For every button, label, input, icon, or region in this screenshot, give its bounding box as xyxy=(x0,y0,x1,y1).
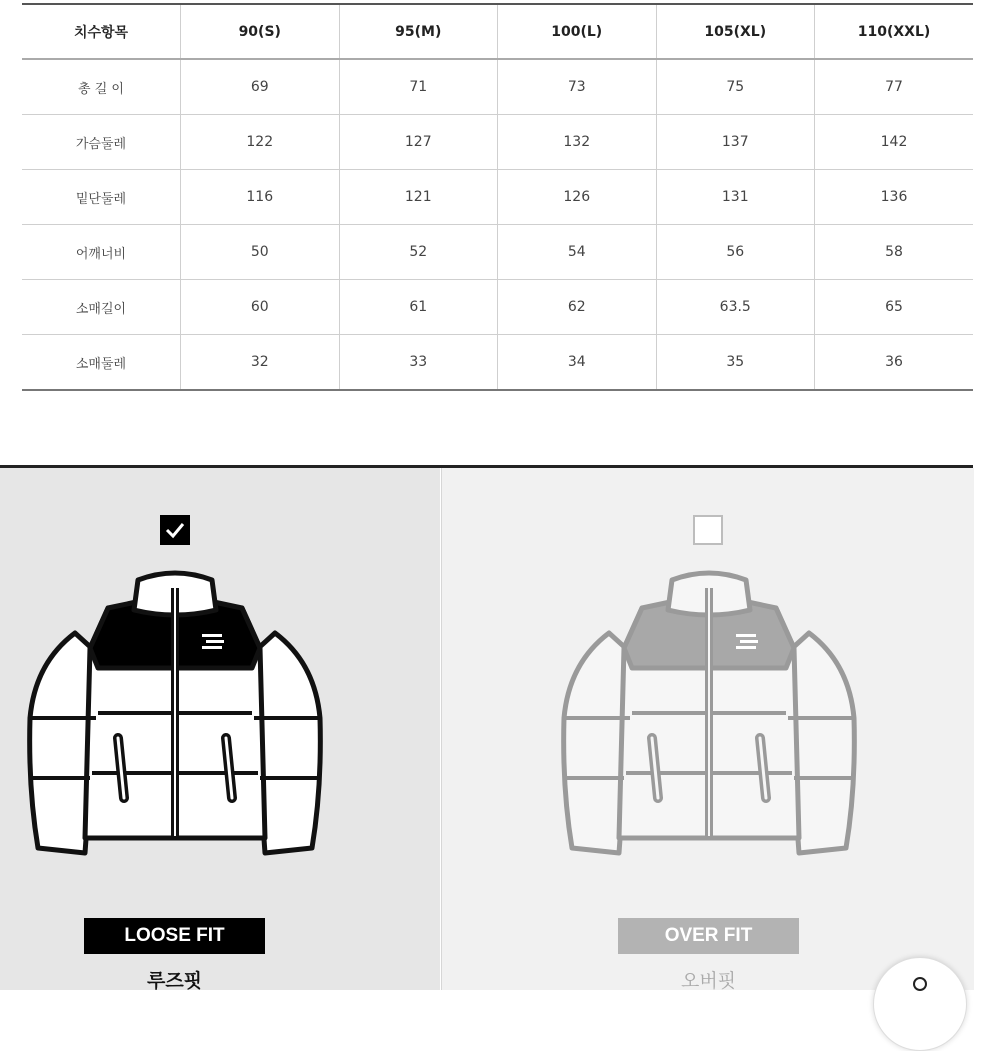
check-icon xyxy=(160,515,190,545)
size-table xyxy=(22,3,973,391)
search-icon xyxy=(912,976,928,992)
table-cell: 126 xyxy=(498,170,657,225)
table-cell: 71 xyxy=(339,59,498,115)
table-cell: 131 xyxy=(656,170,815,225)
header-cell-size: 100(L) xyxy=(498,4,657,59)
loose-fit-label: LOOSE FIT xyxy=(84,918,265,954)
table-cell: 65 xyxy=(815,280,974,335)
header-cell-item: 치수항목 xyxy=(22,4,181,59)
table-cell: 63.5 xyxy=(656,280,815,335)
fit-option-over xyxy=(441,468,974,990)
table-row xyxy=(22,335,973,391)
fit-guide xyxy=(0,465,973,990)
table-cell: 136 xyxy=(815,170,974,225)
table-row xyxy=(22,59,973,115)
header-cell-size: 90(S) xyxy=(181,4,340,59)
table-cell: 61 xyxy=(339,280,498,335)
row-label: 소매둘레 xyxy=(22,335,181,391)
table-cell: 36 xyxy=(885,354,903,370)
fit-loose-checkbox xyxy=(160,515,190,545)
table-cell: 52 xyxy=(339,225,498,280)
table-row xyxy=(22,115,973,170)
table-cell: 60 xyxy=(181,280,340,335)
size-table-header-row xyxy=(22,4,973,59)
table-cell: 32 xyxy=(181,335,340,391)
table-cell: 116 xyxy=(181,170,340,225)
over-fit-korean: 오버핏 xyxy=(680,970,737,992)
table-cell: 127 xyxy=(339,115,498,170)
row-label: 총 길 이 xyxy=(22,59,181,115)
header-cell-size: 110(XXL) xyxy=(815,4,974,59)
row-label: 어깨너비 xyxy=(22,225,181,280)
table-cell: 58 xyxy=(815,225,974,280)
table-cell: 62 xyxy=(498,280,657,335)
table-row xyxy=(22,280,973,335)
loose-fit-korean: 루즈핏 xyxy=(146,970,203,992)
table-cell: 56 xyxy=(656,225,815,280)
row-label: 가슴둘레 xyxy=(22,115,181,170)
fit-option-loose xyxy=(0,468,440,990)
table-cell: 50 xyxy=(181,225,340,280)
jacket-icon xyxy=(550,568,868,868)
header-cell-size: 105(XL) xyxy=(656,4,815,59)
table-cell: 77 xyxy=(815,59,974,115)
table-cell: 132 xyxy=(498,115,657,170)
table-cell: 122 xyxy=(181,115,340,170)
table-cell: 33 xyxy=(339,335,498,391)
table-cell: 137 xyxy=(656,115,815,170)
table-cell: 35 xyxy=(656,335,815,391)
table-row xyxy=(22,225,973,280)
table-cell: 34 xyxy=(498,335,657,391)
table-cell: 73 xyxy=(498,59,657,115)
floating-search-button[interactable] xyxy=(873,957,967,1051)
table-cell: 54 xyxy=(498,225,657,280)
table-row xyxy=(22,170,973,225)
table-cell: 69 xyxy=(181,59,340,115)
over-fit-label: OVER FIT xyxy=(618,918,799,954)
header-cell-size: 95(M) xyxy=(339,4,498,59)
table-cell: 142 xyxy=(815,115,974,170)
jacket-icon xyxy=(20,568,330,868)
table-cell: 75 xyxy=(656,59,815,115)
table-cell: 121 xyxy=(339,170,498,225)
row-label: 밑단둘레 xyxy=(22,170,181,225)
row-label: 소매길이 xyxy=(22,280,181,335)
fit-over-checkbox xyxy=(693,515,723,545)
